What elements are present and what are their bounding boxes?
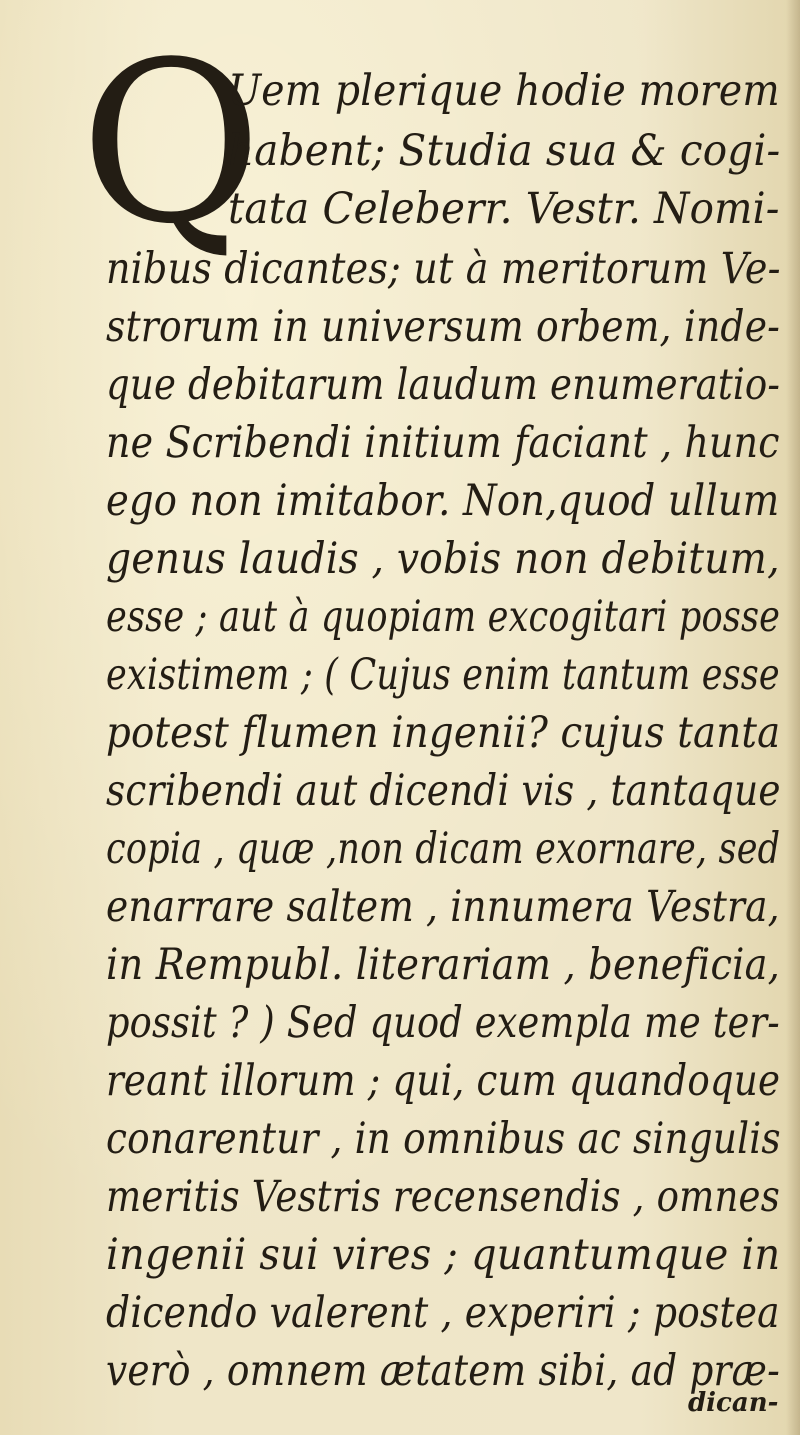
text-line: strorum in universum orbem, inde- bbox=[106, 302, 781, 352]
text-line: tata Celeberr. Vestr. Nomi- bbox=[228, 184, 780, 234]
text-line: existimem ; ( Cujus enim tantum esse bbox=[106, 650, 780, 700]
text-line: in Rempubl. literariam , beneficia, bbox=[106, 940, 781, 990]
text-line: nibus dicantes; ut à meritorum Ve- bbox=[106, 244, 781, 294]
text-line: verò , omnem ætatem sibi, ad præ- bbox=[106, 1346, 780, 1396]
text-line: scribendi aut dicendi vis , tantaque bbox=[106, 766, 781, 816]
page-edge-shadow bbox=[786, 0, 800, 1435]
text-line: meritis Vestris recensendis , omnes bbox=[106, 1172, 780, 1222]
text-line: genus laudis , vobis non debitum, bbox=[106, 534, 780, 584]
text-line: que debitarum laudum enumeratio- bbox=[106, 360, 781, 410]
text-line: Uem plerique hodie morem bbox=[228, 66, 780, 116]
text-line: possit ? ) Sed quod exempla me ter- bbox=[106, 998, 780, 1048]
catchword: dican- bbox=[688, 1388, 779, 1418]
text-line: conarentur , in omnibus ac singulis bbox=[106, 1114, 781, 1164]
text-line: copia , quæ ,non dicam exornare, sed bbox=[106, 824, 781, 874]
text-line: habent; Studia sua & cogi- bbox=[228, 126, 781, 176]
drop-cap-initial: Q bbox=[80, 15, 259, 273]
text-line: potest flumen ingenii? cujus tanta bbox=[106, 708, 781, 758]
text-line: ego non imitabor. Non,quod ullum bbox=[106, 476, 780, 526]
text-line: esse ; aut à quopiam excogitari posse bbox=[106, 592, 781, 642]
text-line: enarrare saltem , innumera Vestra, bbox=[106, 882, 780, 932]
text-line: reant illorum ; qui, cum quandoque bbox=[106, 1056, 781, 1106]
text-line: dicendo valerent , experiri ; postea bbox=[106, 1288, 780, 1338]
text-line: ne Scribendi initium faciant , hunc bbox=[106, 418, 780, 468]
text-line: ingenii sui vires ; quantumque in bbox=[106, 1230, 781, 1280]
